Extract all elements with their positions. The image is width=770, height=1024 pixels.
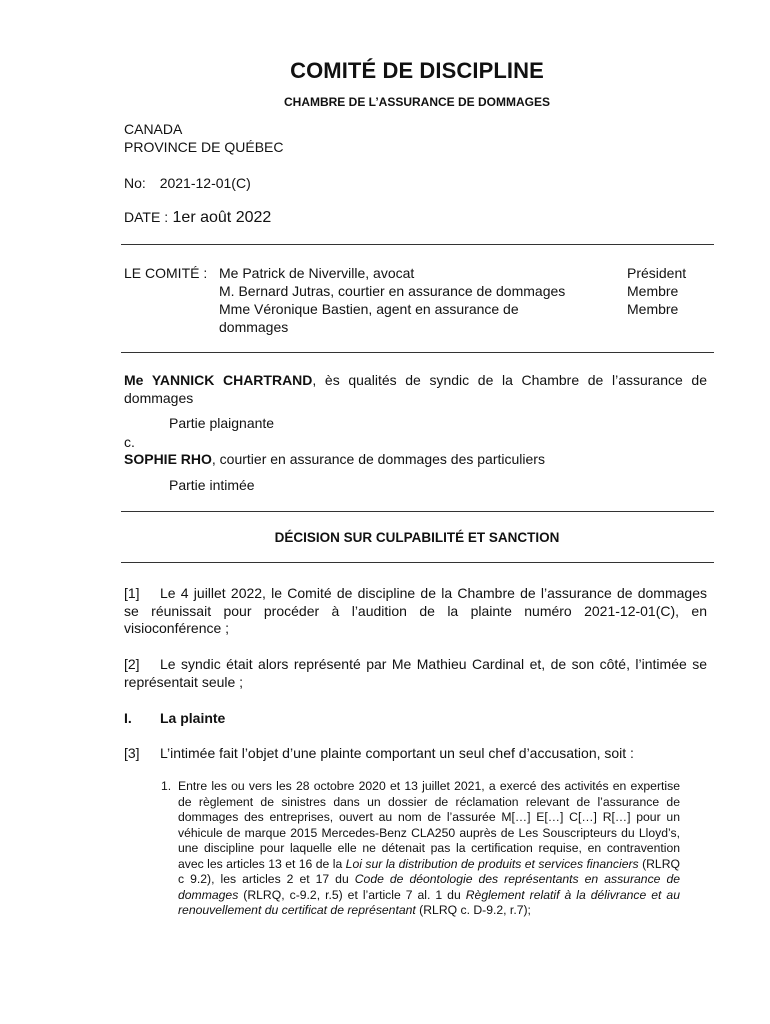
versus: c. <box>124 434 135 450</box>
plaintiff-name: Me YANNICK CHARTRAND <box>124 372 313 388</box>
paragraph-number: [2] <box>124 656 140 672</box>
committee-member-role: Président <box>627 265 687 281</box>
committee-member-role: Membre <box>627 301 679 317</box>
committee-roles <box>627 264 717 318</box>
law-title: Règlement relatif à la délivrance et au renouvellement du certificat de représentant <box>178 887 680 917</box>
section-title: La plainte <box>160 710 226 726</box>
section-number: I. <box>124 710 132 726</box>
count-1 <box>161 779 680 919</box>
divider <box>121 244 714 245</box>
document-subtitle: CHAMBRE DE L’ASSURANCE DE DOMMAGES <box>283 95 550 109</box>
respondent <box>124 451 545 468</box>
paragraph-1 <box>124 585 707 638</box>
province: PROVINCE DE QUÉBEC <box>124 139 284 155</box>
paragraph-text: Le 4 juillet 2022, le Comité de discipline de la Chambre de l’assurance de dommages se réunissait pour procéder à l’audition de la plainte numéro 2021-12-01(C), en visioconférence ; <box>124 585 707 636</box>
divider <box>121 511 714 512</box>
paragraph-number: [1] <box>124 585 140 601</box>
respondent-name: SOPHIE RHO <box>124 451 212 467</box>
plaintiff <box>124 372 707 407</box>
document-title: COMITÉ DE DISCIPLINE <box>290 58 544 83</box>
law-title: Loi sur la distribution de produits et services financiers <box>345 856 639 871</box>
divider <box>121 562 714 563</box>
country: CANADA <box>124 121 183 137</box>
date-label: DATE : <box>124 209 169 225</box>
respondent-role: Partie intimée <box>169 477 255 493</box>
committee-member-name: Mme Véronique Bastien, agent en assurance de dommages <box>219 301 519 335</box>
decision-date <box>124 209 271 227</box>
section-heading <box>124 710 225 726</box>
count-text: Entre les ou vers les 28 octobre 2020 et 13 juillet 2021, a exercé des activités en expertise de règlement de sinistres dans un dossier de réclamation relevant de l’assurance de dommages des entreprises, ouvert au nom de l’assurée M[…] E[…] C[…] R[…] pour un véhicule de marque 2015 Mercedes-Benz CLA250 auprès de Les Souscripteurs du Lloyd’s, une discipline pour laquelle elle ne détenait pas la certification requise, en contravention avec les articles 13 et 16 de la Loi sur la distribution de produits et services financiers (RLRQ c 9.2), les articles 2 et 17 du Code de déontologie des représentants en assurance de dommages (RLRQ, c-9.2, r.5) et l’article 7 al. 1 du Règlement relatif à la délivrance et au renouvellement du certificat de représentant (RLRQ c. D-9.2, r.7); <box>178 779 681 917</box>
date-value: 1er août 2022 <box>172 209 272 226</box>
committee-member-name: Me Patrick de Niverville, avocat <box>219 265 415 281</box>
committee-member-role: Membre <box>627 283 679 299</box>
divider <box>121 352 714 353</box>
file-number-label: No: <box>124 175 146 191</box>
paragraph-text: L’intimée fait l’objet d’une plainte comportant un seul chef d’accusation, soit : <box>160 745 634 761</box>
plaintiff-description: , ès qualités de syndic de la Chambre de l’assurance de dommages <box>124 372 707 406</box>
count-number: 1. <box>161 779 172 793</box>
respondent-description: , courtier en assurance de dommages des particuliers <box>211 451 545 467</box>
file-number <box>124 175 251 192</box>
plaintiff-role: Partie plaignante <box>169 415 275 431</box>
paragraph-3 <box>124 745 707 763</box>
paragraph-text: Le syndic était alors représenté par Me Mathieu Cardinal et, de son côté, l’intimée se représentait seule ; <box>124 656 707 690</box>
committee-member-name: M. Bernard Jutras, courtier en assurance de dommages <box>219 283 566 299</box>
decision-title: DÉCISION SUR CULPABILITÉ ET SANCTION <box>274 530 560 545</box>
law-title: Code de déontologie des représentants en assurance de dommages <box>178 872 681 902</box>
committee-label: LE COMITÉ : <box>124 265 208 281</box>
committee-names <box>219 264 599 336</box>
file-number-value: 2021-12-01(C) <box>159 175 251 191</box>
paragraph-2 <box>124 656 707 691</box>
paragraph-number: [3] <box>124 745 140 761</box>
